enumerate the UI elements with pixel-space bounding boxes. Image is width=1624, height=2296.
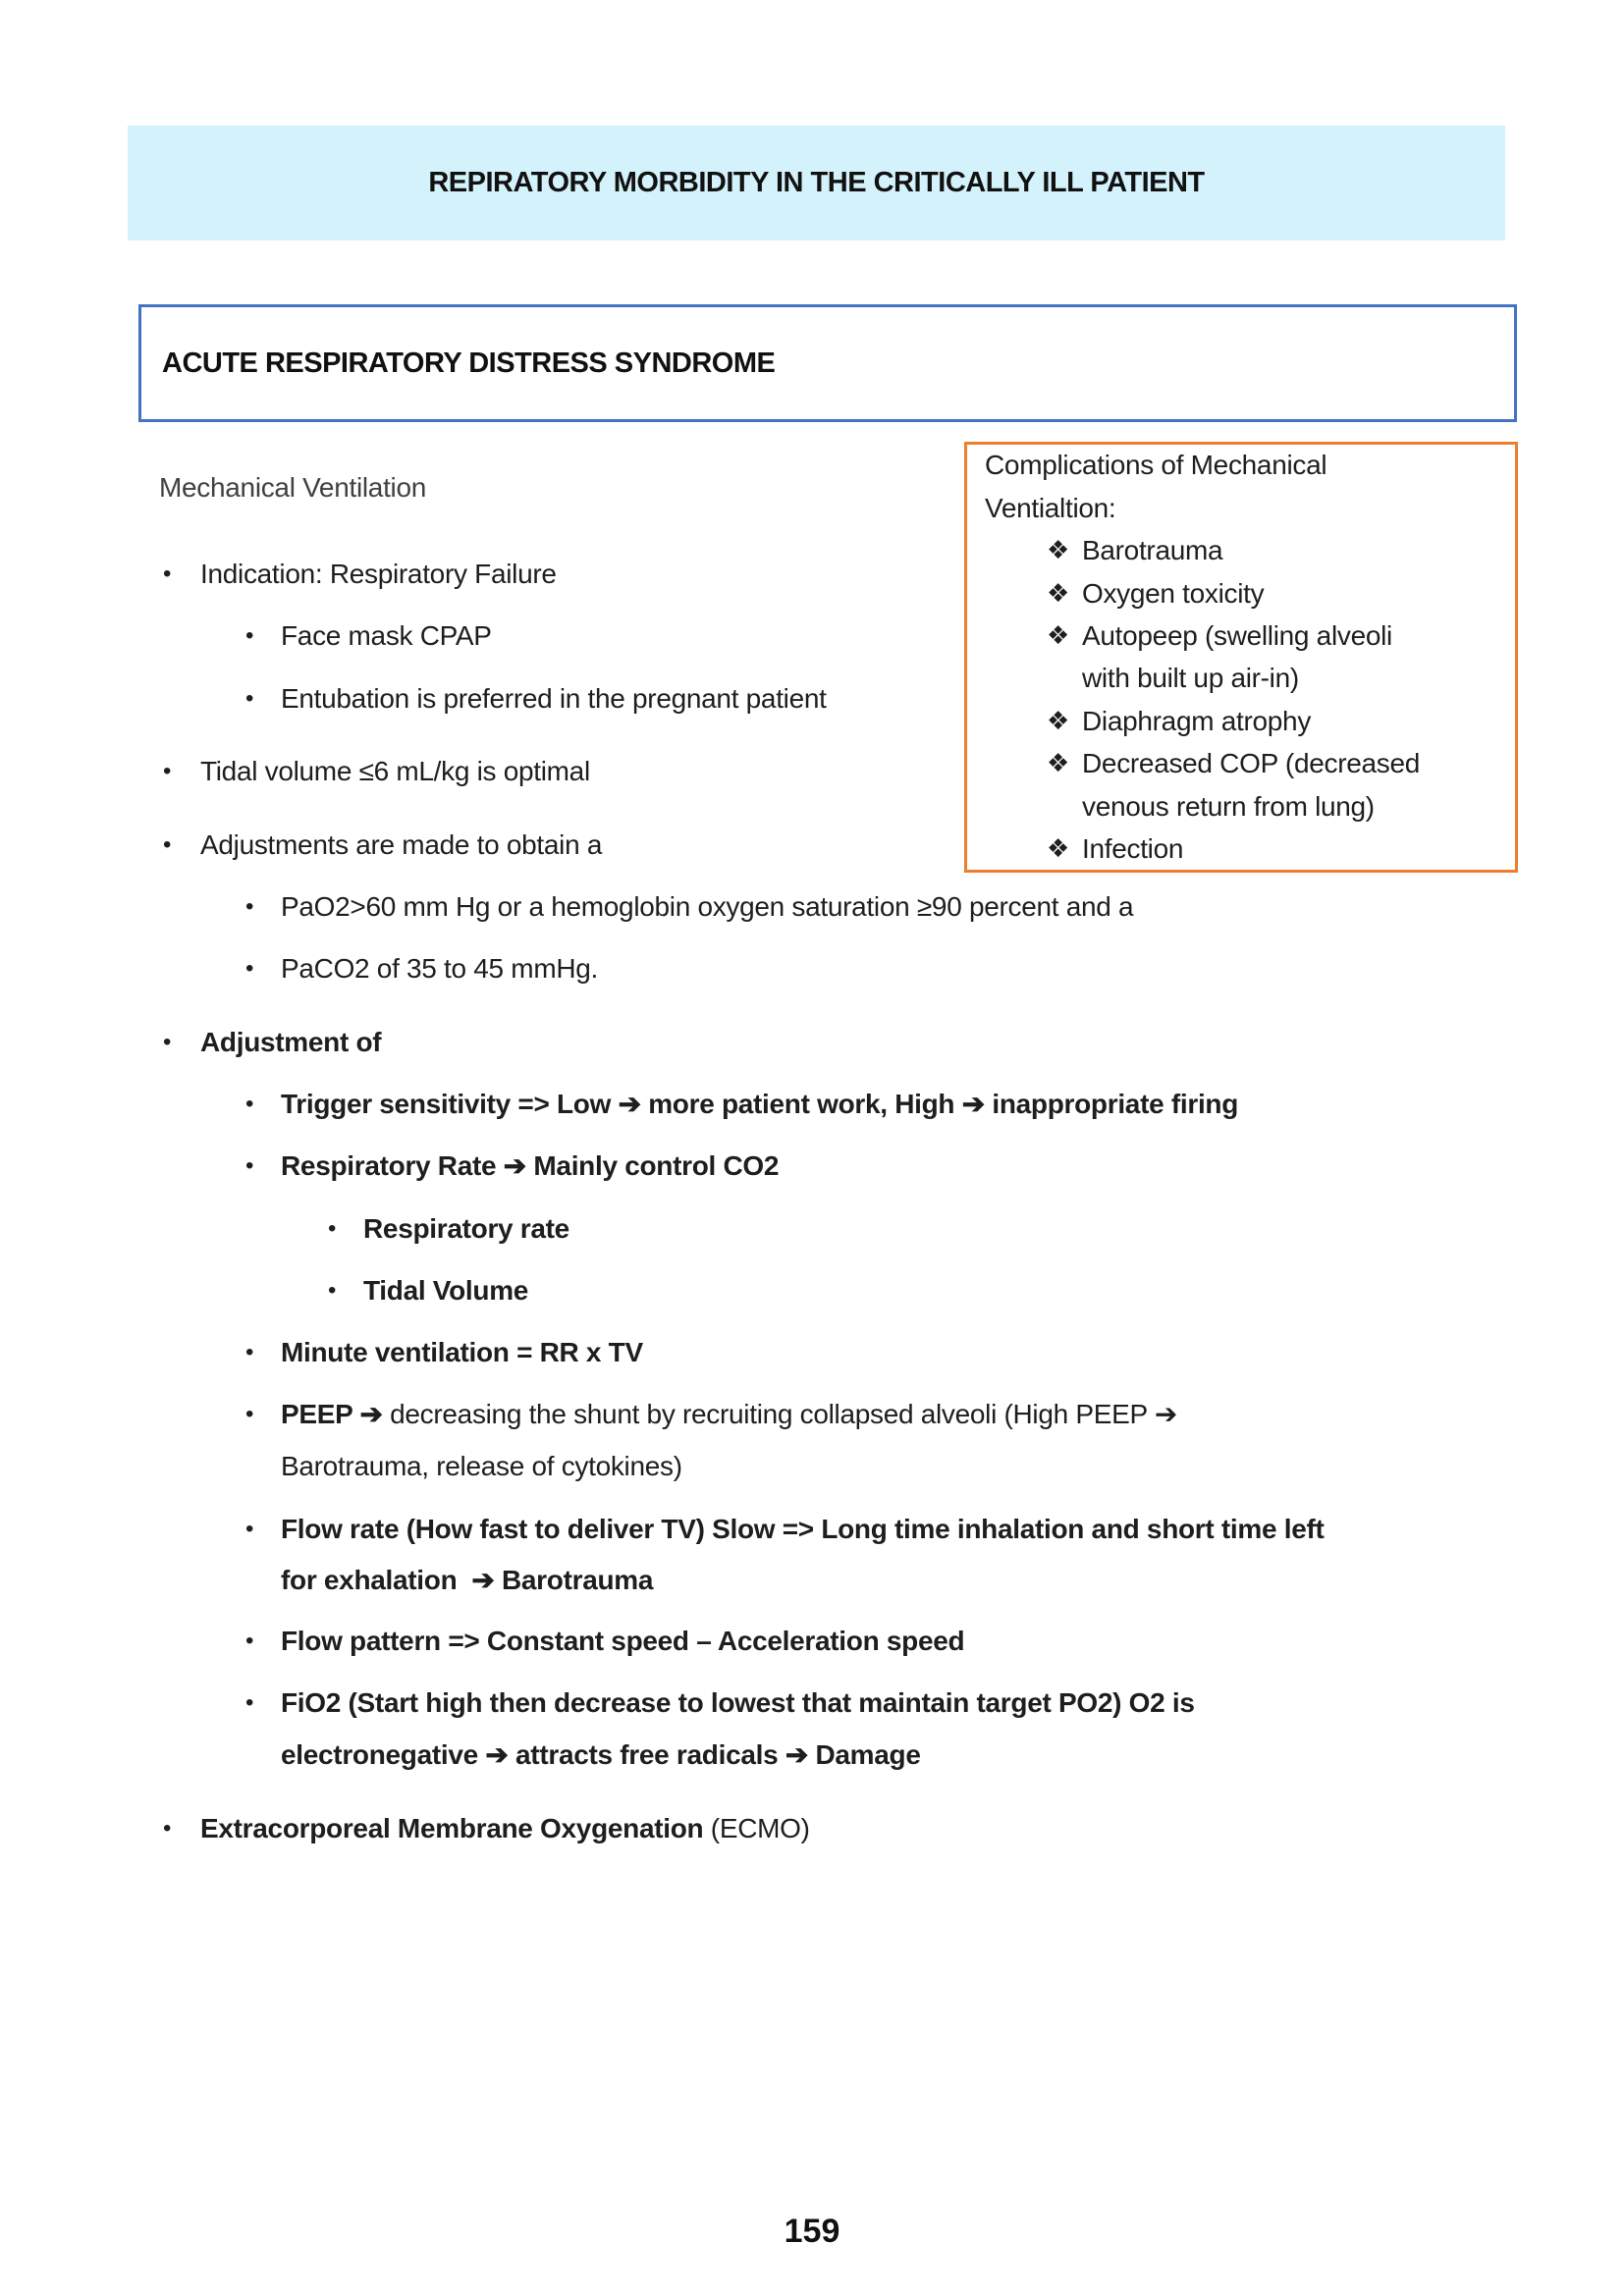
complication-item: with built up air-in) (1082, 663, 1299, 693)
bullet-icon: • (328, 1215, 337, 1242)
list-item-text: Adjustments are made to obtain a (200, 829, 603, 860)
bullet-icon: • (245, 1152, 254, 1179)
list-item-text: for exhalation ➔ Barotrauma (281, 1565, 654, 1595)
complication-item: Barotrauma (1082, 535, 1223, 565)
list-item (281, 951, 598, 987)
list-item (281, 1737, 921, 1773)
list-item-text: Trigger sensitivity => Low ➔ more patient work, High ➔ inappropriate firing (281, 1089, 1239, 1119)
list-item-text: Extracorporeal Membrane Oxygenation (200, 1813, 704, 1843)
list-item (281, 1087, 1238, 1122)
list-item (281, 1449, 682, 1484)
subheading (159, 470, 426, 506)
bullet-icon: • (163, 561, 172, 587)
complication-item: Oxygen toxicity (1082, 578, 1265, 609)
list-item (281, 1148, 779, 1184)
bullet-icon: • (245, 1689, 254, 1716)
diamond-bullet-icon: ❖ (1047, 749, 1070, 778)
list-item-text: Entubation is preferred in the pregnant patient (281, 683, 827, 714)
list-item (281, 1335, 643, 1370)
diamond-bullet-icon: ❖ (1047, 536, 1070, 565)
page-header-title: REPIRATORY MORBIDITY IN THE CRITICALLY ILL PATIENT (428, 167, 1205, 198)
list-item (200, 754, 590, 789)
bullet-icon: • (245, 685, 254, 712)
list-item-text: Tidal volume ≤6 mL/kg is optimal (200, 756, 590, 786)
bullet-icon: • (245, 1401, 254, 1427)
list-item-text: Flow rate (How fast to deliver TV) Slow => Long time inhalation and short time left (281, 1514, 1325, 1544)
list-item-text: Respiratory Rate ➔ Mainly control CO2 (281, 1150, 780, 1181)
bullet-icon: • (245, 1516, 254, 1542)
list-item-text: electronegative ➔ attracts free radicals ➔ Damage (281, 1739, 921, 1770)
bullet-icon: • (328, 1277, 337, 1304)
list-item (200, 828, 602, 863)
list-item (281, 1512, 1325, 1547)
diamond-bullet-icon: ❖ (1047, 834, 1070, 864)
list-item (281, 1685, 1195, 1721)
list-item-text: Minute ventilation = RR x TV (281, 1337, 643, 1367)
page-number: 159 (784, 2213, 840, 2250)
bullet-icon: • (245, 893, 254, 920)
list-item-text: Adjustment of (200, 1027, 382, 1057)
bullet-icon: • (163, 758, 172, 784)
list-item (281, 1563, 653, 1598)
complications-title: Ventialtion: (985, 493, 1116, 523)
complication-item: Infection (1082, 833, 1184, 864)
bullet-icon: • (245, 955, 254, 982)
list-item (200, 1811, 810, 1846)
list-item-text: Flow pattern => Constant speed – Acceleration speed (281, 1626, 965, 1656)
complication-item: venous return from lung) (1082, 791, 1375, 822)
list-item-text: Respiratory rate (363, 1213, 569, 1244)
complication-item: Autopeep (swelling alveoli (1082, 620, 1392, 651)
complication-item: Diaphragm atrophy (1082, 706, 1312, 736)
list-item-text: Indication: Respiratory Failure (200, 559, 557, 589)
list-item (363, 1211, 569, 1247)
list-item-text: Mechanical Ventilation (159, 472, 427, 503)
bullet-icon: • (163, 1815, 172, 1842)
section-title: ACUTE RESPIRATORY DISTRESS SYNDROME (162, 347, 776, 379)
list-item (200, 1025, 381, 1060)
list-item-text: PaO2>60 mm Hg or a hemoglobin oxygen saturation ≥90 percent and a (281, 891, 1134, 922)
bullet-icon: • (245, 1628, 254, 1654)
list-item-text: decreasing the shunt by recruiting collapsed alveoli (High PEEP ➔ (390, 1399, 1178, 1429)
list-item-text: PEEP ➔ (281, 1399, 391, 1429)
section-title-box (138, 304, 1517, 422)
complications-title: Complications of Mechanical (985, 450, 1327, 480)
complication-item: Decreased COP (decreased (1082, 748, 1421, 778)
list-item-text: Face mask CPAP (281, 620, 492, 651)
diamond-bullet-icon: ❖ (1047, 707, 1070, 736)
bullet-icon: • (163, 831, 172, 858)
list-item-text: FiO2 (Start high then decrease to lowest that maintain target PO2) O2 is (281, 1687, 1195, 1718)
list-item-text: (ECMO) (703, 1813, 810, 1843)
diamond-bullet-icon: ❖ (1047, 621, 1070, 651)
bullet-icon: • (245, 1339, 254, 1365)
list-item (281, 681, 827, 717)
bullet-icon: • (245, 1091, 254, 1117)
list-item (281, 618, 492, 654)
bullet-icon: • (245, 622, 254, 649)
list-item-text: PaCO2 of 35 to 45 mmHg. (281, 953, 599, 984)
list-item (281, 889, 1133, 925)
list-item (200, 557, 557, 592)
list-item (281, 1397, 1177, 1432)
page-header-band (128, 126, 1505, 240)
list-item-text: Tidal Volume (363, 1275, 529, 1306)
diamond-bullet-icon: ❖ (1047, 579, 1070, 609)
list-item-text: Barotrauma, release of cytokines) (281, 1451, 682, 1481)
bullet-icon: • (163, 1029, 172, 1055)
list-item (363, 1273, 528, 1308)
list-item (281, 1624, 964, 1659)
